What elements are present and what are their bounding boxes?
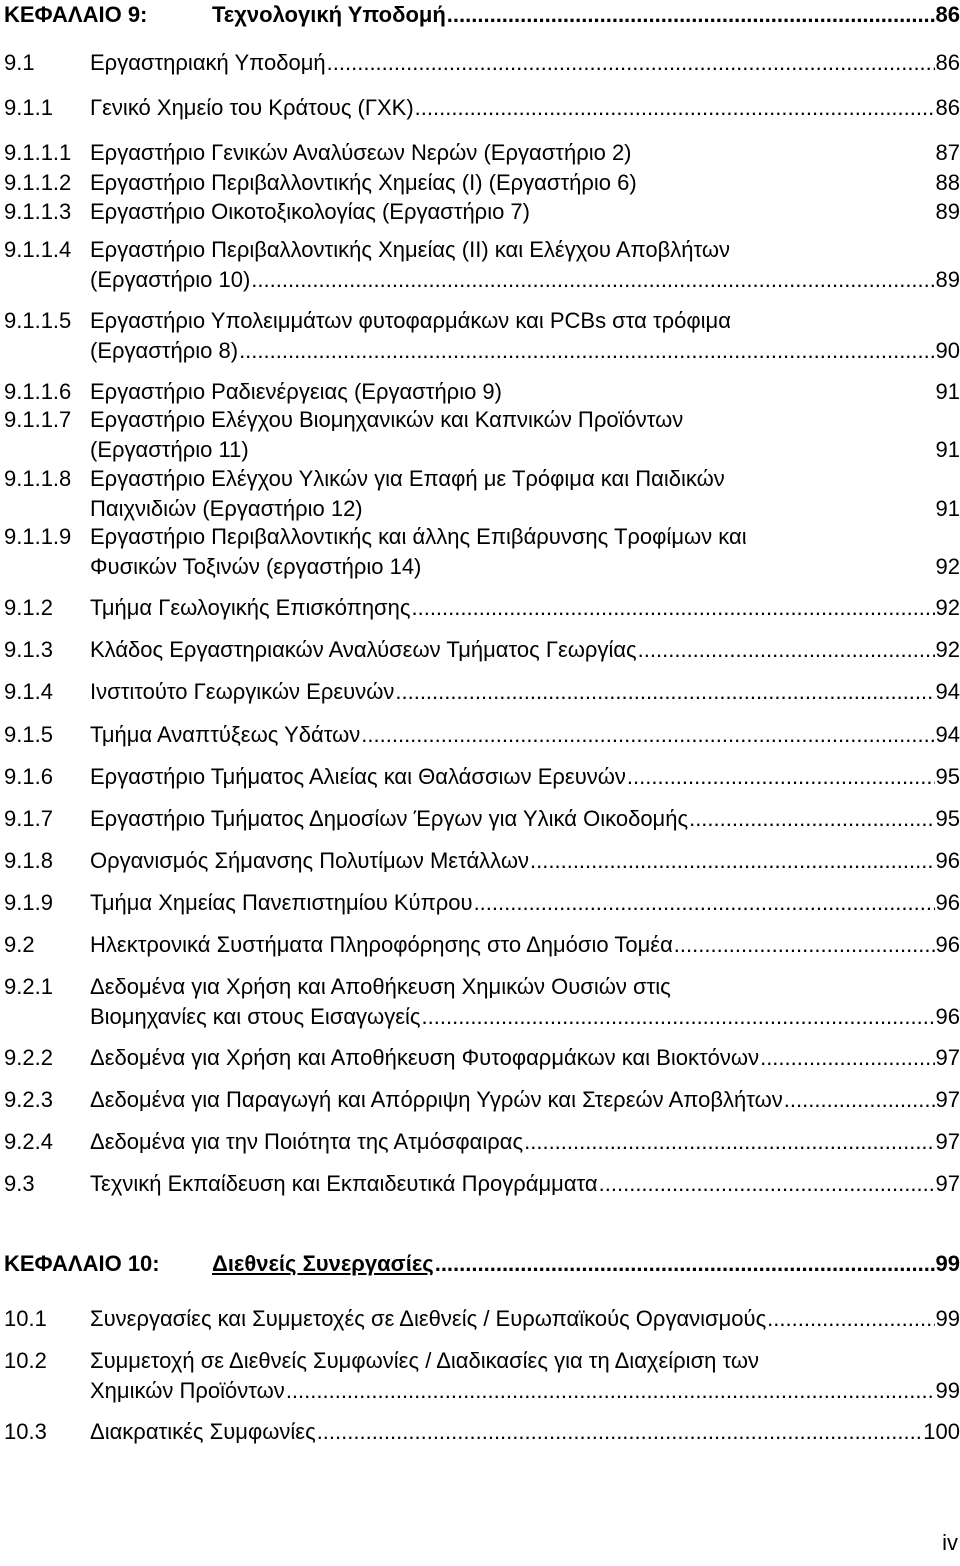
- toc-entry-page: 87: [935, 140, 960, 165]
- toc-entry-page: 94: [935, 722, 960, 747]
- dot-leader: [627, 764, 935, 790]
- toc-entry-page: 91: [935, 379, 960, 404]
- toc-entry-title: Ινστιτούτο Γεωργικών Ερευνών: [90, 679, 395, 704]
- toc-entry-number: 9.2.4: [4, 1129, 53, 1154]
- toc-entry-title: Τεχνική Εκπαίδευση και Εκπαιδευτικά Προγράμματα: [90, 1171, 598, 1196]
- toc-entry-title: Παιχνιδιών (Εργαστήριο 12): [90, 496, 363, 521]
- toc-entry-page: 96: [935, 1004, 960, 1029]
- dot-leader: [395, 679, 934, 705]
- toc-entry-number: 9.1.7: [4, 806, 53, 831]
- toc-entry-title: Διεθνείς Συνεργασίες: [212, 1251, 434, 1276]
- dot-leader: [524, 1129, 934, 1155]
- toc-entry-number: 9.1: [4, 50, 35, 75]
- toc-entry-title: Ηλεκτρονικά Συστήματα Πληροφόρησης στο Δημόσιο Τομέα: [90, 932, 673, 957]
- toc-entry-line: [90, 1306, 960, 1332]
- toc-entry-page: 97: [935, 1087, 960, 1112]
- toc-entry-page: 92: [935, 554, 960, 579]
- toc-entry-line: [212, 2, 960, 28]
- toc-entry-line: [212, 1251, 960, 1277]
- toc-entry-title: Εργαστήριο Τμήματος Δημοσίων Έργων για Υλικά Οικοδομής: [90, 806, 689, 831]
- toc-entry-number: 9.1.8: [4, 848, 53, 873]
- toc-entry-page: 96: [935, 848, 960, 873]
- toc-entry-page: 100: [923, 1419, 960, 1444]
- toc-entry-title: Διακρατικές Συμφωνίες: [90, 1419, 316, 1444]
- toc-entry-line: [90, 379, 960, 405]
- toc-entry-page: 92: [935, 637, 960, 662]
- toc-entry-number: 9.1.1.6: [4, 379, 72, 404]
- dot-leader: [411, 595, 934, 621]
- dot-leader: [239, 338, 934, 364]
- toc-entry-number: 9.1.1.8: [4, 466, 72, 491]
- toc-entry-number: 9.1.4: [4, 679, 53, 704]
- toc-entry-number: 9.1.1: [4, 95, 53, 120]
- toc-entry-title: Εργαστήριο Περιβαλλοντικής και άλλης Επιβάρυνσης Τροφίμων και: [90, 524, 747, 549]
- toc-entry-page: 89: [935, 199, 960, 224]
- toc-entry-line: [90, 1045, 960, 1071]
- dot-leader: [327, 50, 935, 76]
- toc-entry-title: Εργαστήριο Ελέγχου Υλικών για Επαφή με Τρόφιμα και Παιδικών: [90, 466, 725, 491]
- toc-entry-title: Εργαστήριο Περιβαλλοντικής Χημείας (Ι) (Εργαστήριο 6): [90, 170, 637, 195]
- toc-entry-number: 9.1.1.9: [4, 524, 72, 549]
- toc-entry-number: 9.1.2: [4, 595, 53, 620]
- dot-leader: [638, 637, 935, 663]
- toc-entry-line: [90, 1419, 960, 1445]
- toc-entry-page: 88: [935, 170, 960, 195]
- toc-entry-number: 9.2: [4, 932, 35, 957]
- toc-entry-title: Εργαστήριο Περιβαλλοντικής Χημείας (ΙΙ) και Ελέγχου Αποβλήτων: [90, 237, 731, 262]
- toc-entry-page: 89: [935, 267, 960, 292]
- toc-entry-number: 9.2.1: [4, 974, 53, 999]
- dot-leader: [435, 1251, 935, 1277]
- toc-entry-line: [90, 595, 960, 621]
- toc-entry-title: Τμήμα Αναπτύξεως Υδάτων: [90, 722, 361, 747]
- dot-leader: [784, 1087, 935, 1113]
- dot-leader: [474, 890, 935, 916]
- toc-entry-line: [90, 437, 960, 463]
- toc-entry-number: 9.1.1.3: [4, 199, 72, 224]
- toc-entry-page: 95: [935, 764, 960, 789]
- dot-leader: [674, 932, 935, 958]
- toc-entry-title: Συνεργασίες και Συμμετοχές σε Διεθνείς / Ευρωπαϊκούς Οργανισμούς: [90, 1306, 767, 1331]
- toc-entry-number: 9.2.3: [4, 1087, 53, 1112]
- toc-entry-title: (Εργαστήριο 10): [90, 267, 251, 292]
- toc-entry-page: 99: [935, 1251, 960, 1276]
- toc-entry-page: 91: [935, 437, 960, 462]
- toc-entry-number: 10.3: [4, 1419, 47, 1444]
- toc-entry-number: 9.3: [4, 1171, 35, 1196]
- toc-entry-page: 92: [935, 595, 960, 620]
- toc-entry-number: 9.1.6: [4, 764, 53, 789]
- toc-entry-number: 9.1.1.1: [4, 140, 72, 165]
- toc-entry-line: [90, 1004, 960, 1030]
- toc-entry-page: 99: [935, 1378, 960, 1403]
- toc-entry-title: Δεδομένα για Χρήση και Αποθήκευση Φυτοφαρμάκων και Βιοκτόνων: [90, 1045, 760, 1070]
- toc-entry-line: [90, 848, 960, 874]
- toc-entry-line: [90, 199, 960, 225]
- toc-entry-line: [90, 806, 960, 832]
- toc-entry-line: [90, 1087, 960, 1113]
- toc-entry-line: [90, 50, 960, 76]
- toc-entry-title: Οργανισμός Σήμανσης Πολυτίμων Μετάλλων: [90, 848, 530, 873]
- toc-entry-title: Εργαστήριο Ελέγχου Βιομηχανικών και Καπνικών Προϊόντων: [90, 407, 684, 432]
- toc-entry-title: Συμμετοχή σε Διεθνείς Συμφωνίες / Διαδικασίες για τη Διαχείριση των: [90, 1348, 760, 1373]
- toc-entry-line: [90, 722, 960, 748]
- toc-entry-title: Χημικών Προϊόντων: [90, 1378, 285, 1403]
- toc-entry-number: 9.1.1.5: [4, 308, 72, 333]
- toc-entry-title: Δεδομένα για την Ποιότητα της Ατμόσφαιρας: [90, 1129, 524, 1154]
- toc-entry-title: Εργαστήριο Ραδιενέργειας (Εργαστήριο 9): [90, 379, 502, 404]
- dot-leader: [447, 2, 935, 28]
- dot-leader: [422, 1004, 935, 1030]
- toc-entry-title: (Εργαστήριο 11): [90, 437, 249, 462]
- toc-entry-page: 95: [935, 806, 960, 831]
- toc-entry-title: Τμήμα Χημείας Πανεπιστημίου Κύπρου: [90, 890, 473, 915]
- toc-entry-page: 97: [935, 1045, 960, 1070]
- toc-entry-page: 97: [935, 1129, 960, 1154]
- toc-entry-title: Γενικό Χημείο του Κράτους (ΓΧΚ): [90, 95, 414, 120]
- toc-entry-number: 10.2: [4, 1348, 47, 1373]
- toc-entry-page: 86: [935, 2, 960, 27]
- dot-leader: [689, 806, 934, 832]
- toc-entry-page: 91: [935, 496, 960, 521]
- toc-entry-title: Εργαστήριο Τμήματος Αλιείας και Θαλάσσιων Ερευνών: [90, 764, 626, 789]
- toc-entry-number: ΚΕΦΑΛΑΙΟ 10:: [4, 1251, 160, 1276]
- toc-entry-title: Εργαστηριακή Υποδομή: [90, 50, 326, 75]
- toc-entry-title: Βιομηχανίες και στους Εισαγωγείς: [90, 1004, 421, 1029]
- toc-entry-line: [90, 1129, 960, 1155]
- dot-leader: [599, 1171, 935, 1197]
- dot-leader: [760, 1045, 934, 1071]
- toc-entry-page: 86: [935, 50, 960, 75]
- toc-entry-title: Φυσικών Τοξινών (εργαστήριο 14): [90, 554, 422, 579]
- dot-leader: [415, 95, 935, 121]
- toc-entry-title: Κλάδος Εργαστηριακών Αναλύσεων Τμήματος Γεωργίας: [90, 637, 637, 662]
- toc-entry-number: 9.1.1.2: [4, 170, 72, 195]
- toc-entry-title: Εργαστήριο Υπολειμμάτων φυτοφαρμάκων και PCBs στα τρόφιμα: [90, 308, 731, 333]
- toc-entry-page: 94: [935, 679, 960, 704]
- toc-entry-page: 90: [935, 338, 960, 363]
- toc-entry-line: [90, 764, 960, 790]
- dot-leader: [361, 722, 934, 748]
- toc-entry-page: 96: [935, 932, 960, 957]
- toc-entry-line: [90, 170, 960, 196]
- toc-entry-line: [90, 140, 960, 166]
- toc-entry-line: [90, 890, 960, 916]
- dot-leader: [286, 1378, 935, 1404]
- toc-entry-line: [90, 1171, 960, 1197]
- toc-entry-number: ΚΕΦΑΛΑΙΟ 9:: [4, 2, 148, 27]
- toc-entry-title: Τεχνολογική Υποδομή: [212, 2, 446, 27]
- toc-entry-line: [90, 338, 960, 364]
- dot-leader: [317, 1419, 923, 1445]
- toc-entry-number: 10.1: [4, 1306, 47, 1331]
- toc-entry-line: [90, 679, 960, 705]
- toc-entry-number: 9.1.5: [4, 722, 53, 747]
- toc-entry-title: Τμήμα Γεωλογικής Επισκόπησης: [90, 595, 411, 620]
- toc-entry-title: Εργαστήριο Οικοτοξικολογίας (Εργαστήριο 7): [90, 199, 530, 224]
- toc-entry-line: [90, 267, 960, 293]
- toc-entry-page: 96: [935, 890, 960, 915]
- toc-entry-line: [90, 1378, 960, 1404]
- dot-leader: [530, 848, 934, 874]
- toc-entry-title: Δεδομένα για Χρήση και Αποθήκευση Χημικών Ουσιών στις: [90, 974, 671, 999]
- dot-leader: [251, 267, 934, 293]
- toc-entry-line: [90, 554, 960, 580]
- toc-entry-line: [90, 95, 960, 121]
- toc-entry-number: 9.2.2: [4, 1045, 53, 1070]
- dot-leader: [767, 1306, 934, 1332]
- page-number: iv: [942, 1530, 958, 1555]
- toc-entry-number: 9.1.1.7: [4, 407, 72, 432]
- toc-entry-title: (Εργαστήριο 8): [90, 338, 239, 363]
- toc-entry-line: [90, 496, 960, 522]
- toc-entry-number: 9.1.3: [4, 637, 53, 662]
- toc-entry-title: Εργαστήριο Γενικών Αναλύσεων Νερών (Εργαστήριο 2): [90, 140, 632, 165]
- toc-entry-line: [90, 932, 960, 958]
- toc-entry-page: 99: [935, 1306, 960, 1331]
- toc-entry-line: [90, 637, 960, 663]
- toc-entry-title: Δεδομένα για Παραγωγή και Απόρριψη Υγρών και Στερεών Αποβλήτων: [90, 1087, 783, 1112]
- toc-entry-page: 97: [935, 1171, 960, 1196]
- toc-entry-number: 9.1.1.4: [4, 237, 72, 262]
- toc-entry-number: 9.1.9: [4, 890, 53, 915]
- toc-entry-page: 86: [935, 95, 960, 120]
